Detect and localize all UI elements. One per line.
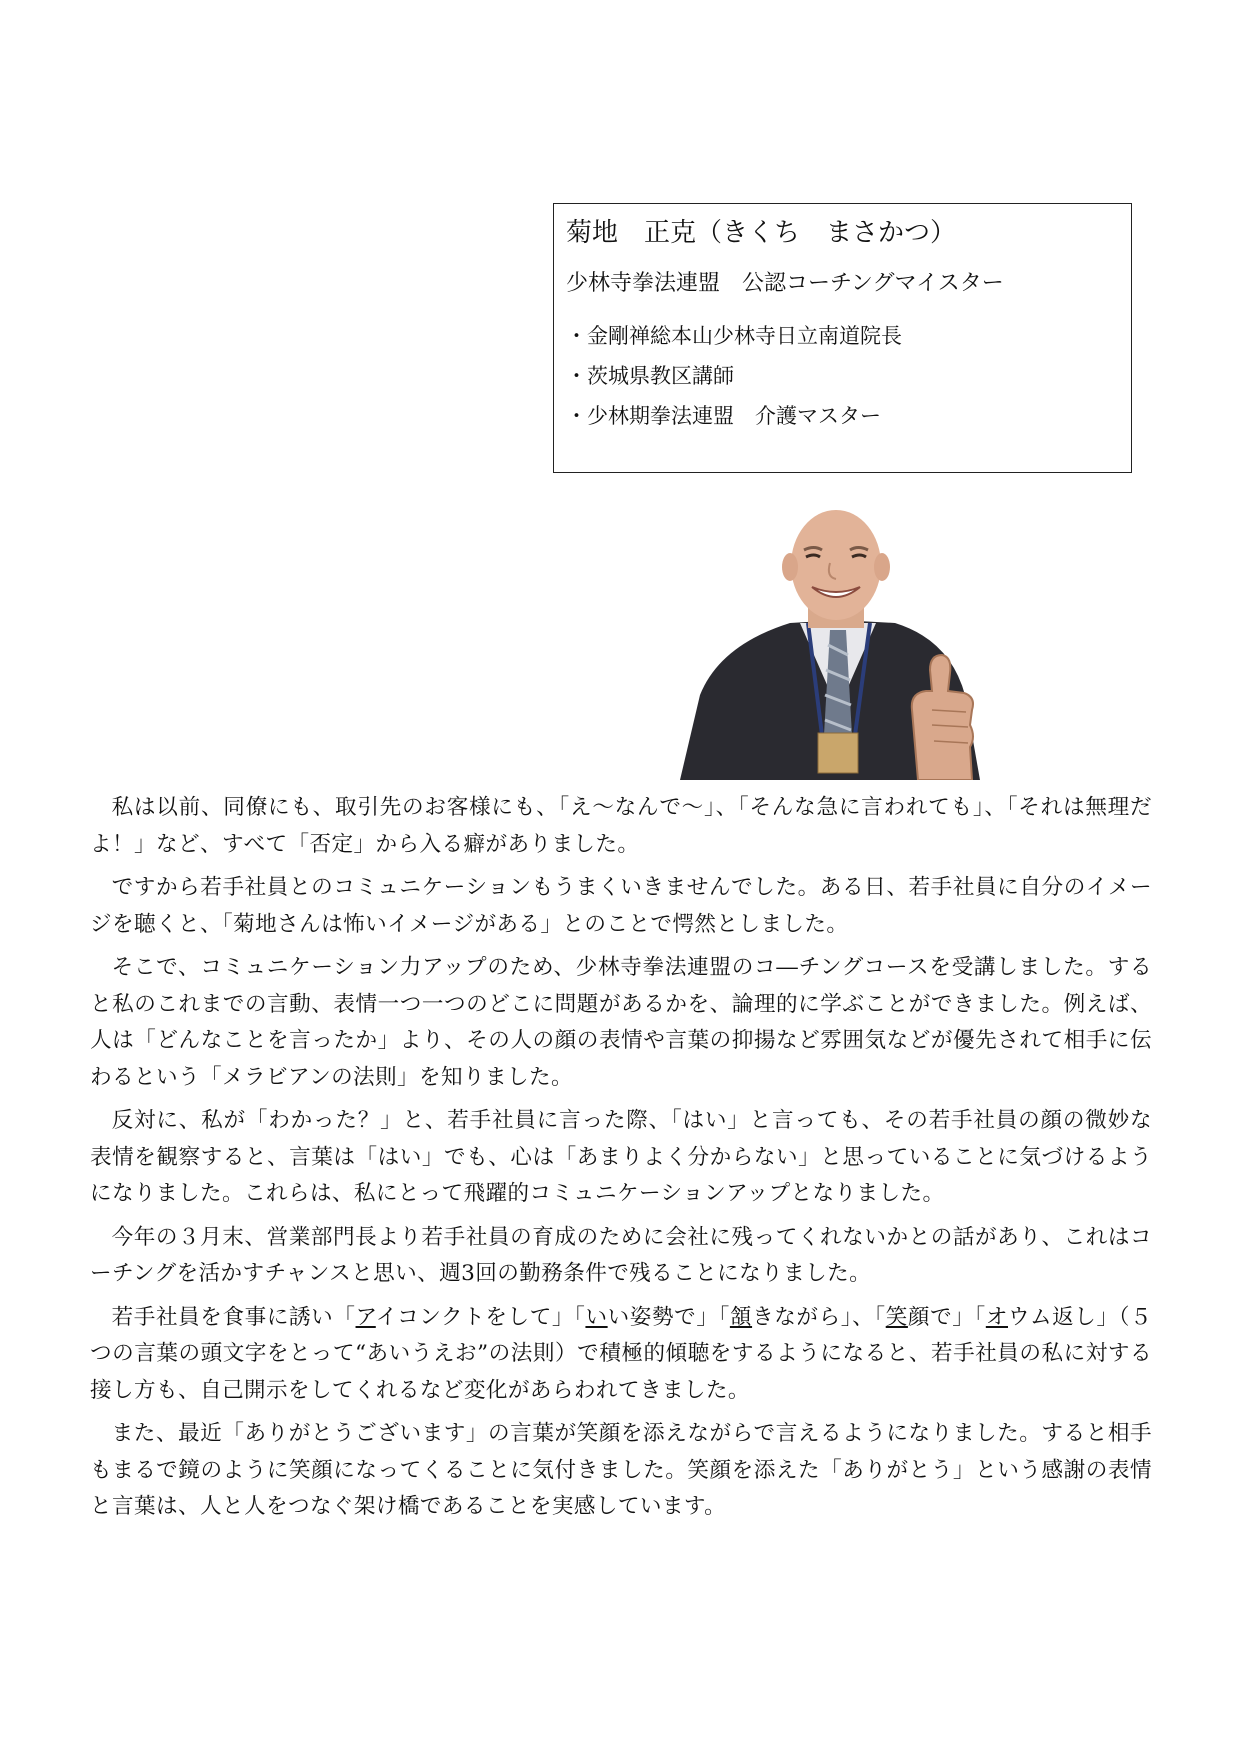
text-run: 顔で」「 [907,1304,986,1330]
id-badge [818,733,858,773]
profile-name: 菊地 正克（きくち まさかつ） [566,218,957,248]
paragraph: 今年の３月末、営業部門長より若手社員の育成のために会社に残ってくれないかとの話があり、これはコーチングを活かすチャンスと思い、週3回の勤務条件で残ることになりました。 [90,1224,1152,1286]
text-run: 若手社員を食事に誘い「 [111,1304,356,1330]
paragraph [90,1300,1152,1410]
profile-item: ・少林期拳法連盟 介護マスター [566,404,881,428]
text-run: い姿勢で」「 [607,1304,730,1330]
profile-title: 少林寺拳法連盟 公認コーチングマイスター [566,271,1004,296]
paragraph: 反対に、私が「わかった？」と、若手社員に言った際、「はい」と言っても、その若手社員の顔の微妙な表情を観察すると、言葉は「はい」でも、心は「あまりよく分からない」と思っていることに気づけるようになりました。これらは、私にとって飛躍的コミュニケーションアップとなりました。 [90,1108,1152,1206]
underlined-initial: 笑 [885,1304,908,1330]
text-run: きながら」、「 [752,1304,886,1330]
profile-box [553,203,1132,473]
profile-item: ・金剛禅総本山少林寺日立南道院長 [566,324,902,348]
profile-item: ・茨城県教区講師 [566,364,734,388]
paragraph: また、最近「ありがとうございます」の言葉が笑顔を添えながらで言えるようになりました。すると相手もまるで鏡のように笑顔になってくることに気付きました。笑顔を添えた「ありがとう」という感謝の表情と言葉は、人と人をつなぐ架け橋であることを実感しています。 [90,1421,1152,1519]
underlined-initial: ア [355,1304,376,1330]
portrait-photo [680,505,995,780]
profile-list [566,316,902,436]
text-run: イコンクトをして」「 [375,1304,586,1330]
paragraph: ですから若手社員とのコミュニケーションもうまくいきませんでした。ある日、若手社員に自分のイメージを聴くと、「菊地さんは怖いイメージがある」とのことで愕然としました。 [90,875,1152,937]
face [791,510,881,620]
text-run: ウム返し」（５つの言葉の頭文字をとって“あいうえお”の法則）で積極的傾聴をするようになると、若手社員の私に対する接し方も、自己開示をしてくれるなど変化があらわれてきました。 [90,1304,1153,1403]
paragraph: そこで、コミュニケーション力アップのため、少林寺拳法連盟のコ―チングコースを受講しました。すると私のこれまでの言動、表情一つ一つのどこに問題があるかを、論理的に学ぶことができました。例えば、人は「どんなことを言ったか」より、その人の顔の表情や言葉の抑揚など雰囲気などが優先されて相手に伝わるという「メラビアンの法則」を知りました。 [90,955,1152,1090]
underlined-initial: い [585,1304,608,1330]
paragraph: 私は以前、同僚にも、取引先のお客様にも、「え～なんで～」、「そんな急に言われても」、「それは無理だよ！」など、すべて「否定」から入る癖がありました。 [90,795,1152,857]
underlined-initial: 頷 [729,1304,753,1330]
underlined-initial: オ [985,1304,1008,1330]
article-body [90,790,1152,1533]
